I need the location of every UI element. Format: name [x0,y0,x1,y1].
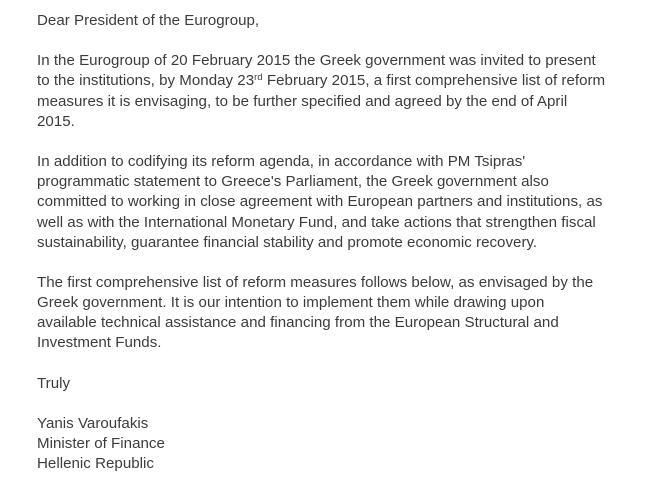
paragraph-2 [37,152,650,253]
signatory-name: Yanis Varoufakis [37,414,149,432]
salutation-line: Dear President of the Eurogroup, [37,12,260,29]
closing-paragraph [37,374,650,394]
paragraph-2-line-4: well as with the International Monetary Fund, and take actions that strengthen fiscal [37,213,596,231]
paragraph-2-line-2: programmatic statement to Greece's Parliament, the Greek government also [37,173,549,191]
ordinal-suffix-superscript: rd [254,72,263,83]
letter-body [37,11,650,474]
paragraph-1 [37,51,650,132]
signatory-organisation: Hellenic Republic [37,455,154,473]
signature-block [37,414,650,475]
paragraph-2-line-1: In addition to codifying its reform agenda, in accordance with PM Tsipras' [37,152,526,170]
paragraph-3-line-1: The first comprehensive list of reform measures follows below, as envisaged by the [37,273,594,291]
paragraph-2-line-5: sustainability, guarantee financial stability and promote economic recovery. [37,233,538,251]
paragraph-3 [37,273,650,354]
paragraph-1-line-2-pre: to the institutions, by Monday 23 [37,72,255,90]
paragraph-2-line-3: committed to working in close agreement with European partners and institutions, as [37,193,603,211]
closing-line: Truly [37,374,71,392]
paragraph-3-line-4: Investment Funds. [37,334,162,352]
salutation-paragraph [37,11,650,31]
paragraph-1-line-3: measures it is envisaging, to be further specified and agreed by the end of April [37,92,568,110]
paragraph-1-line-2-post: February 2015, a first comprehensive list of reform [262,72,606,90]
paragraph-1-line-4: 2015. [37,112,75,130]
signatory-title: Minister of Finance [37,435,165,452]
paragraph-1-line-2 [37,71,650,91]
paragraph-3-line-3: available technical assistance and financing from the European Structural and [37,314,559,332]
paragraph-1-line-1: In the Eurogroup of 20 February 2015 the Greek government was invited to present [37,52,596,70]
paragraph-3-line-2: Greek government. It is our intention to implement them while drawing upon [37,294,545,312]
